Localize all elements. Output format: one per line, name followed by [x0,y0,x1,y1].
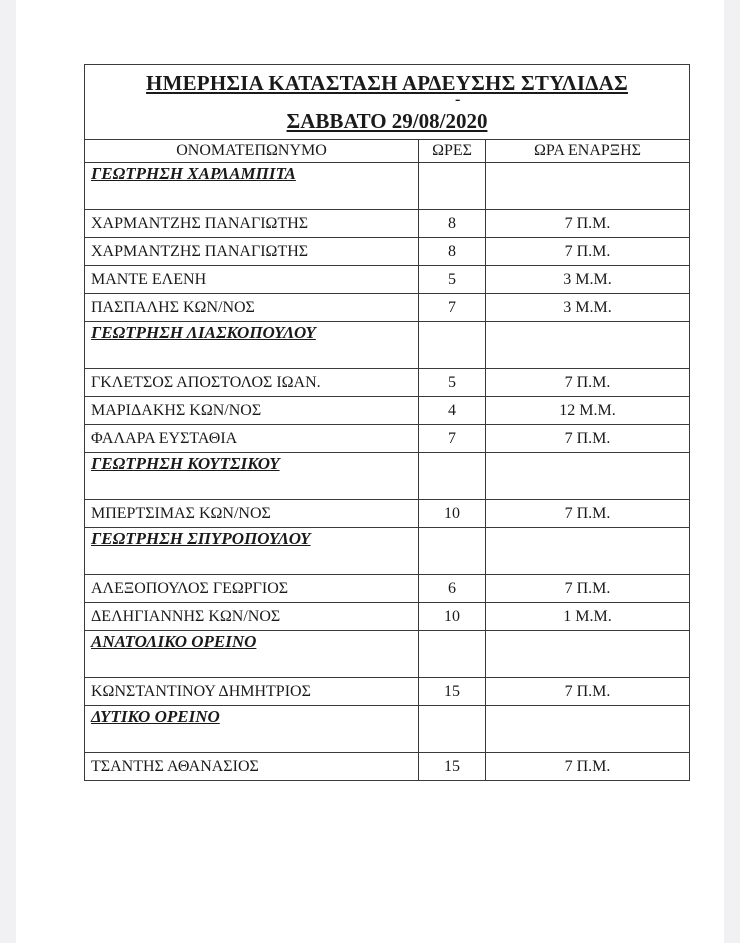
hours-cell: 10 [419,500,486,527]
document-page [16,0,724,943]
start-time-cell: 1 Μ.Μ. [563,608,612,625]
table-row [85,602,689,630]
table-body [85,162,689,780]
name-cell: ΜΑΝΤΕ ΕΛΕΝΗ [85,266,419,293]
name-cell: ΓΚΛΕΤΣΟΣ ΑΠΟΣΤΟΛΟΣ ΙΩΑΝ. [85,369,419,396]
table-row [85,424,689,452]
title-block [85,65,689,140]
table-row [85,368,689,396]
section-hours-cell [419,322,486,368]
section-start-cell [486,163,689,209]
start-time-cell: 3 Μ.Μ. [563,299,612,316]
hours-cell: 10 [419,603,486,630]
section-hours-cell [419,453,486,499]
section-start-cell [486,453,689,499]
name-cell: ΔΕΛΗΓΙΑΝΝΗΣ ΚΩΝ/ΝΟΣ [85,603,419,630]
section-row [85,705,689,752]
header-name: ΟΝΟΜΑΤΕΠΩΝΥΜΟ [85,140,419,162]
section-start-cell [486,631,689,677]
table-row [85,237,689,265]
start-time-cell: 12 Μ.Μ. [559,402,616,419]
header-hours: ΩΡΕΣ [419,140,486,162]
section-hours-cell [419,528,486,574]
name-cell: ΠΑΣΠΑΛΗΣ ΚΩΝ/ΝΟΣ [85,294,419,321]
start-time-cell: 7 Π.Μ. [564,215,611,232]
section-title: ΓΕΩΤΡΗΣΗ ΧΑΡΛΑΜΠΙΤΑ [85,163,419,209]
section-title: ΑΝΑΤΟΛΙΚΟ ΟΡΕΙΝΟ [85,631,419,677]
hours-cell: 15 [419,753,486,780]
name-cell: ΚΩΝΣΤΑΝΤΙΝΟΥ ΔΗΜΗΤΡΙΟΣ [85,678,419,705]
table-row [85,752,689,780]
start-time-cell: 3 Μ.Μ. [563,271,612,288]
start-time-cell: 7 Π.Μ. [564,758,611,775]
section-row [85,452,689,499]
table-row [85,293,689,321]
name-cell: ΜΠΕΡΤΣΙΜΑΣ ΚΩΝ/ΝΟΣ [85,500,419,527]
section-start-cell [486,528,689,574]
section-title: ΓΕΩΤΡΗΣΗ ΛΙΑΣΚΟΠΟΥΛΟΥ [85,322,419,368]
hours-cell: 15 [419,678,486,705]
irrigation-table [84,64,690,781]
hours-cell: 5 [419,266,486,293]
hours-cell: 6 [419,575,486,602]
section-start-cell [486,706,689,752]
name-cell: ΤΣΑΝΤΗΣ ΑΘΑΝΑΣΙΟΣ [85,753,419,780]
subtitle-mark: - [455,91,461,108]
start-time-cell: 7 Π.Μ. [564,580,611,597]
section-title: ΓΕΩΤΡΗΣΗ ΚΟΥΤΣΙΚΟΥ [85,453,419,499]
document-title: ΗΜΕΡΗΣΙΑ ΚΑΤΑΣΤΑΣΗ ΑΡΔΕΥΣΗΣ ΣΤΥΛΙΔΑΣ [146,71,628,95]
hours-cell: 8 [419,238,486,265]
hours-cell: 4 [419,397,486,424]
table-row [85,265,689,293]
hours-cell: 7 [419,425,486,452]
section-row [85,321,689,368]
table-row [85,677,689,705]
section-hours-cell [419,631,486,677]
table-row [85,574,689,602]
hours-cell: 5 [419,369,486,396]
name-cell: ΑΛΕΞΟΠΟΥΛΟΣ ΓΕΩΡΓΙΟΣ [85,575,419,602]
name-cell: ΦΑΛΑΡΑ ΕΥΣΤΑΘΙΑ [85,425,419,452]
start-time-cell: 7 Π.Μ. [564,430,611,447]
start-time-cell: 7 Π.Μ. [564,505,611,522]
section-row [85,162,689,209]
section-row [85,630,689,677]
name-cell: ΜΑΡΙΔΑΚΗΣ ΚΩΝ/ΝΟΣ [85,397,419,424]
section-hours-cell [419,163,486,209]
name-cell: ΧΑΡΜΑΝΤΖΗΣ ΠΑΝΑΓΙΩΤΗΣ [85,210,419,237]
section-start-cell [486,322,689,368]
table-row [85,209,689,237]
table-row [85,499,689,527]
section-title: ΔΥΤΙΚΟ ΟΡΕΙΝΟ [85,706,419,752]
section-row [85,527,689,574]
document-date: ΣΑΒΒΑΤΟ 29/08/2020 [286,109,488,133]
table-header-row [85,140,689,162]
header-start: ΩΡΑ ΕΝΑΡΞΗΣ [534,142,641,159]
name-cell: ΧΑΡΜΑΝΤΖΗΣ ΠΑΝΑΓΙΩΤΗΣ [85,238,419,265]
hours-cell: 7 [419,294,486,321]
hours-cell: 8 [419,210,486,237]
start-time-cell: 7 Π.Μ. [564,243,611,260]
start-time-cell: 7 Π.Μ. [564,374,611,391]
table-row [85,396,689,424]
section-title: ΓΕΩΤΡΗΣΗ ΣΠΥΡΟΠΟΥΛΟΥ [85,528,419,574]
section-hours-cell [419,706,486,752]
start-time-cell: 7 Π.Μ. [564,683,611,700]
